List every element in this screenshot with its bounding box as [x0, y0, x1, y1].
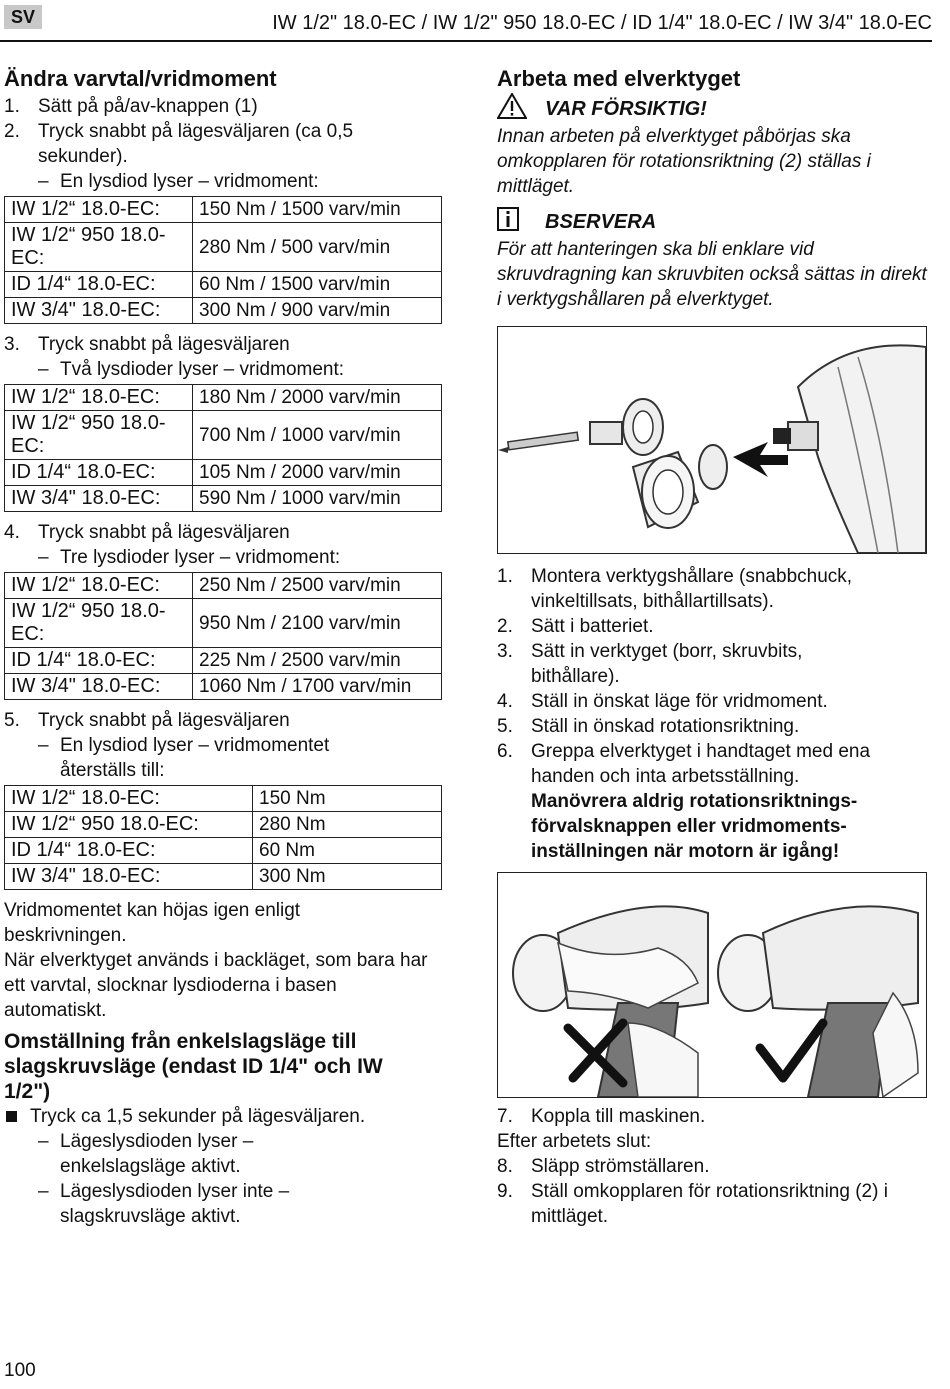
correct-grip-figure [718, 906, 918, 1097]
page-number: 100 [4, 1360, 36, 1381]
step-6-warning: Manövrera aldrig rotationsriktnings-förvalsknappen eller vridmoments-inställningen när motorn är igång! [531, 791, 858, 862]
warning-text: Innan arbeten på elverktyget påbörjas ska omkopplaren för rotationsriktning (2) ställas i mittläget. [497, 126, 871, 197]
step-7: 7. Koppla till maskinen. [497, 1106, 706, 1127]
info-icon [497, 207, 545, 237]
note-header: BSERVERA [497, 207, 929, 237]
header-title: IW 1/2" 18.0-EC / IW 1/2" 950 18.0-EC / ID 1/4" 18.0-EC / IW 3/4" 18.0-EC [272, 12, 932, 34]
figure-grip [497, 872, 927, 1098]
list-item: 4. Ställ in önskat läge för vridmoment. [497, 691, 828, 712]
torque-table-3 [4, 572, 442, 700]
heading-work-with-tool: Arbeta med elverktyget [497, 66, 741, 91]
list-item: 2. Sätt i batteriet. [497, 616, 654, 637]
step-5: 5. Tryck snabbt på lägesväljaren [4, 710, 290, 731]
torque-table-2 [4, 384, 442, 512]
list-item: 5. Ställ in önskad rotationsriktning. [497, 716, 800, 737]
table-row: IW 1/2“ 950 18.0-EC: 700 Nm / 1000 varv/min [5, 411, 442, 460]
torque-table-4 [4, 785, 442, 890]
language-badge: SV [4, 5, 42, 29]
final-steps [497, 1104, 929, 1229]
step-5-dash: – En lysdiod lyser – vridmomentet återställs till: [38, 735, 330, 781]
bullet-press-selector: Tryck ca 1,5 sekunder på lägesväljaren. [4, 1104, 456, 1129]
table-row: IW 3/4" 18.0-EC: 1060 Nm / 1700 varv/min [5, 674, 442, 700]
table-row: IW 3/4" 18.0-EC: 590 Nm / 1000 varv/min [5, 486, 442, 512]
after-work-label: Efter arbetets slut: [497, 1131, 652, 1152]
step-8: 8. Släpp strömställaren. [497, 1156, 710, 1177]
warning-triangle-icon [497, 93, 545, 125]
grip-illustration [498, 873, 926, 1097]
step-4: 4. Tryck snabbt på lägesväljaren [4, 522, 290, 543]
table-row: IW 1/2“ 18.0-EC: 150 Nm [5, 786, 442, 812]
dash-impact-screw: – Lägeslysdioden lyser inte – slagskruvsläge aktivt. [38, 1181, 290, 1227]
table-row: ID 1/4“ 18.0-EC: 60 Nm [5, 838, 442, 864]
step-3-dash: – Två lysdioder lyser – vridmoment: [38, 359, 345, 380]
warning-header: VAR FÖRSIKTIG! [497, 94, 929, 124]
list-item: 3. Sätt in verktyget (borr, skruvbits, bithållare). [497, 641, 803, 687]
table-row: IW 3/4" 18.0-EC: 300 Nm [5, 864, 442, 890]
figure-tool-holder [497, 326, 927, 554]
heading-change-speed: Ändra varvtal/vridmoment [4, 66, 277, 91]
header-divider [0, 40, 932, 42]
wrong-grip-figure [513, 906, 708, 1097]
table-row: IW 1/2“ 18.0-EC: 180 Nm / 2000 varv/min [5, 385, 442, 411]
step-2: 2. Tryck snabbt på lägesväljaren (ca 0,5 sekunder). [4, 121, 354, 167]
table-row: IW 1/2“ 950 18.0-EC: 280 Nm [5, 812, 442, 838]
table-row: ID 1/4“ 18.0-EC: 225 Nm / 2500 varv/min [5, 648, 442, 674]
list-item: 6. Greppa elverktyget i handtaget med ena handen och inta arbetsställning. [497, 741, 871, 787]
left-column [4, 66, 456, 1229]
table-row: IW 3/4" 18.0-EC: 300 Nm / 900 varv/min [5, 298, 442, 324]
torque-table-1 [4, 196, 442, 324]
note-text: För att hanteringen ska bli enklare vid skruvdragning kan skruvbiten också sättas in direkt i verktygshållaren på elverktyget. [497, 239, 927, 310]
list-item: 1. Montera verktygshållare (snabbchuck, vinkeltillsats, bithållartillsats). [497, 566, 853, 612]
step-4-dash: – Tre lysdioder lyser – vridmoment: [38, 547, 341, 568]
step-3: 3. Tryck snabbt på lägesväljaren [4, 334, 290, 355]
tool-holder-illustration [498, 327, 926, 553]
table-row: ID 1/4“ 18.0-EC: 60 Nm / 1500 varv/min [5, 272, 442, 298]
right-column [497, 66, 929, 1229]
paragraph-reverse-mode: När elverktyget används i backläget, som bara har ett varvtal, slocknar lysdioderna i basen automatiskt. [4, 950, 428, 1021]
step-2-dash: – En lysdiod lyser – vridmoment: [38, 171, 319, 192]
table-row: IW 1/2“ 18.0-EC: 250 Nm / 2500 varv/min [5, 573, 442, 599]
step-9: 9. Ställ omkopplaren för rotationsriktning (2) i mittläget. [497, 1181, 888, 1227]
step-1: 1. Sätt på på/av-knappen (1) [4, 96, 258, 117]
dash-single-impact: – Lägeslysdioden lyser – enkelslagsläge aktivt. [38, 1131, 254, 1177]
table-row: IW 1/2“ 18.0-EC: 150 Nm / 1500 varv/min [5, 197, 442, 223]
table-row: IW 1/2“ 950 18.0-EC: 950 Nm / 2100 varv/min [5, 599, 442, 648]
bullet-square-icon [4, 1104, 30, 1129]
table-row: ID 1/4“ 18.0-EC: 105 Nm / 2000 varv/min [5, 460, 442, 486]
heading-mode-switch: Omställning från enkelslagsläge till slagskruvsläge (endast ID 1/4" och IW 1/2") [4, 1030, 383, 1103]
usage-steps [497, 564, 929, 864]
paragraph-torque-raise: Vridmomentet kan höjas igen enligt beskrivningen. [4, 900, 301, 946]
table-row: IW 1/2“ 950 18.0-EC: 280 Nm / 500 varv/min [5, 223, 442, 272]
